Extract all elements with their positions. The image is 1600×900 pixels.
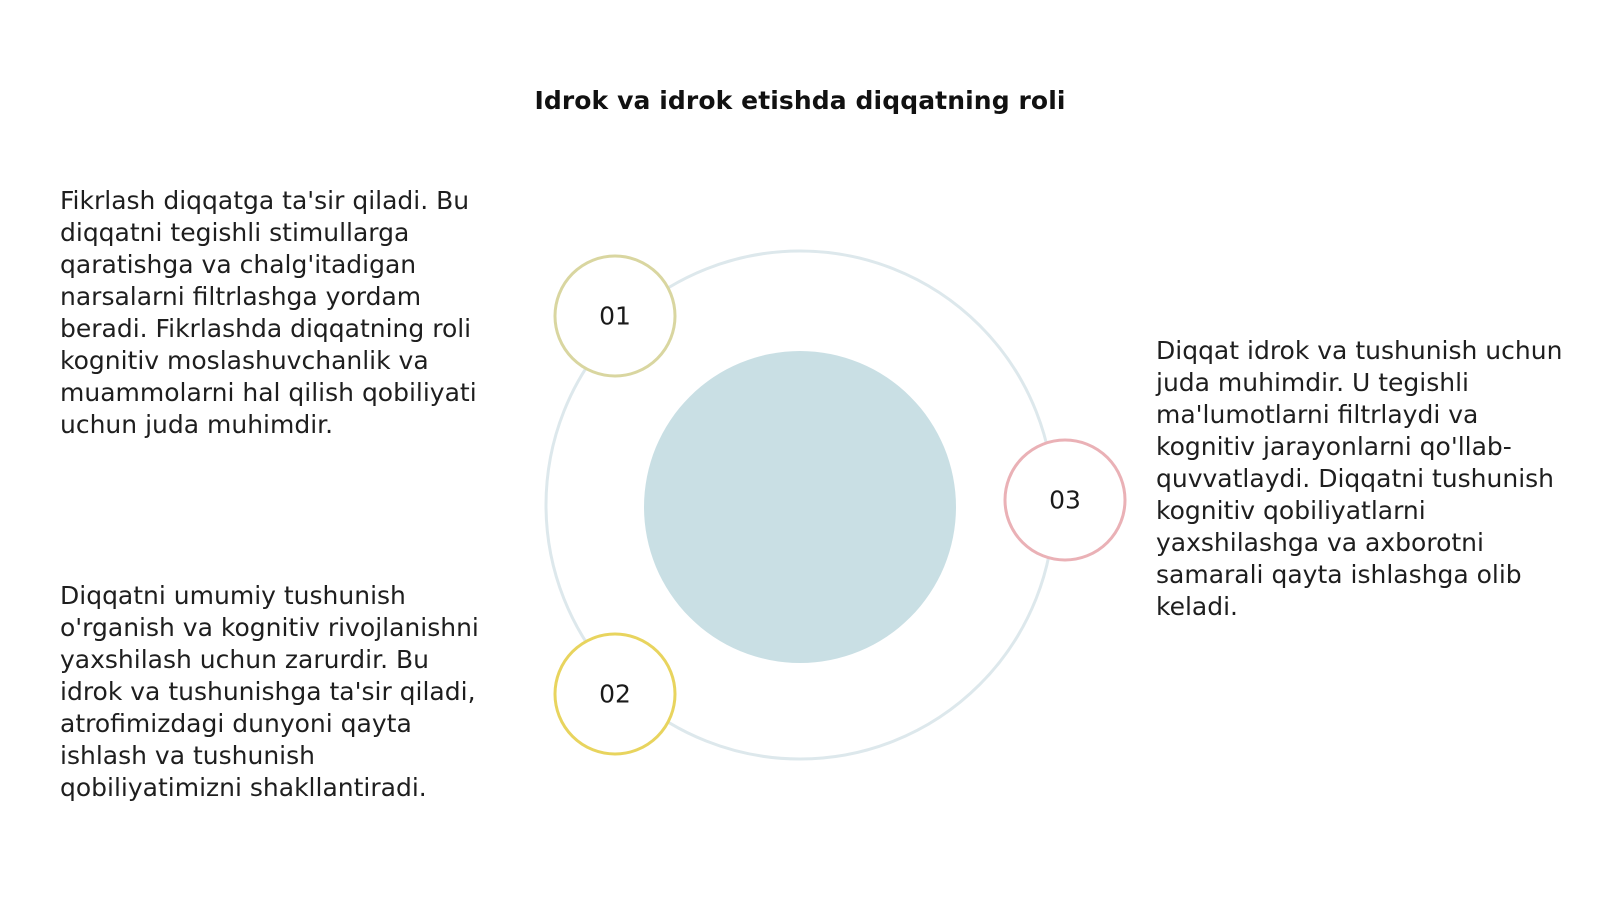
node-02 [555,634,675,754]
page-title: Idrok va idrok etishda diqqatning roli [534,86,1066,115]
node-01 [555,256,675,376]
item-03-text: Diqqat idrok va tushunish uchun juda muhimdir. U tegishli ma'lumotlarni filtrlaydi va kognitiv jarayonlarni qo'llab-quvvatlaydi. Diqqatni tushunish kognitiv qobiliyatlarni yaxshilashga va axborotni samarali qayta ishlashga olib keladi. [1156,336,1563,621]
node-03 [1005,440,1125,560]
node-02-label: 02 [599,679,631,709]
item-02-text: Diqqatni umumiy tushunish o'rganish va kognitiv rivojlanishni yaxshilash uchun zarurdir. Bu idrok va tushunishga ta'sir qiladi, atrofimizdagi dunyoni qayta ishlash va tushunish qobiliyatimizni shakllantiradi. [60,581,479,802]
node-03-label: 03 [1049,485,1081,515]
node-01-label: 01 [599,301,631,331]
center-circle [644,351,956,663]
item-01-text: Fikrlash diqqatga ta'sir qiladi. Bu diqqatni tegishli stimullarga qaratishga va chalg'itadigan narsalarni filtrlashga yordam beradi. Fikrlashda diqqatning roli kognitiv moslashuvchanlik va muammolarni hal qilish qobiliyati uchun juda muhimdir. [60,186,477,439]
